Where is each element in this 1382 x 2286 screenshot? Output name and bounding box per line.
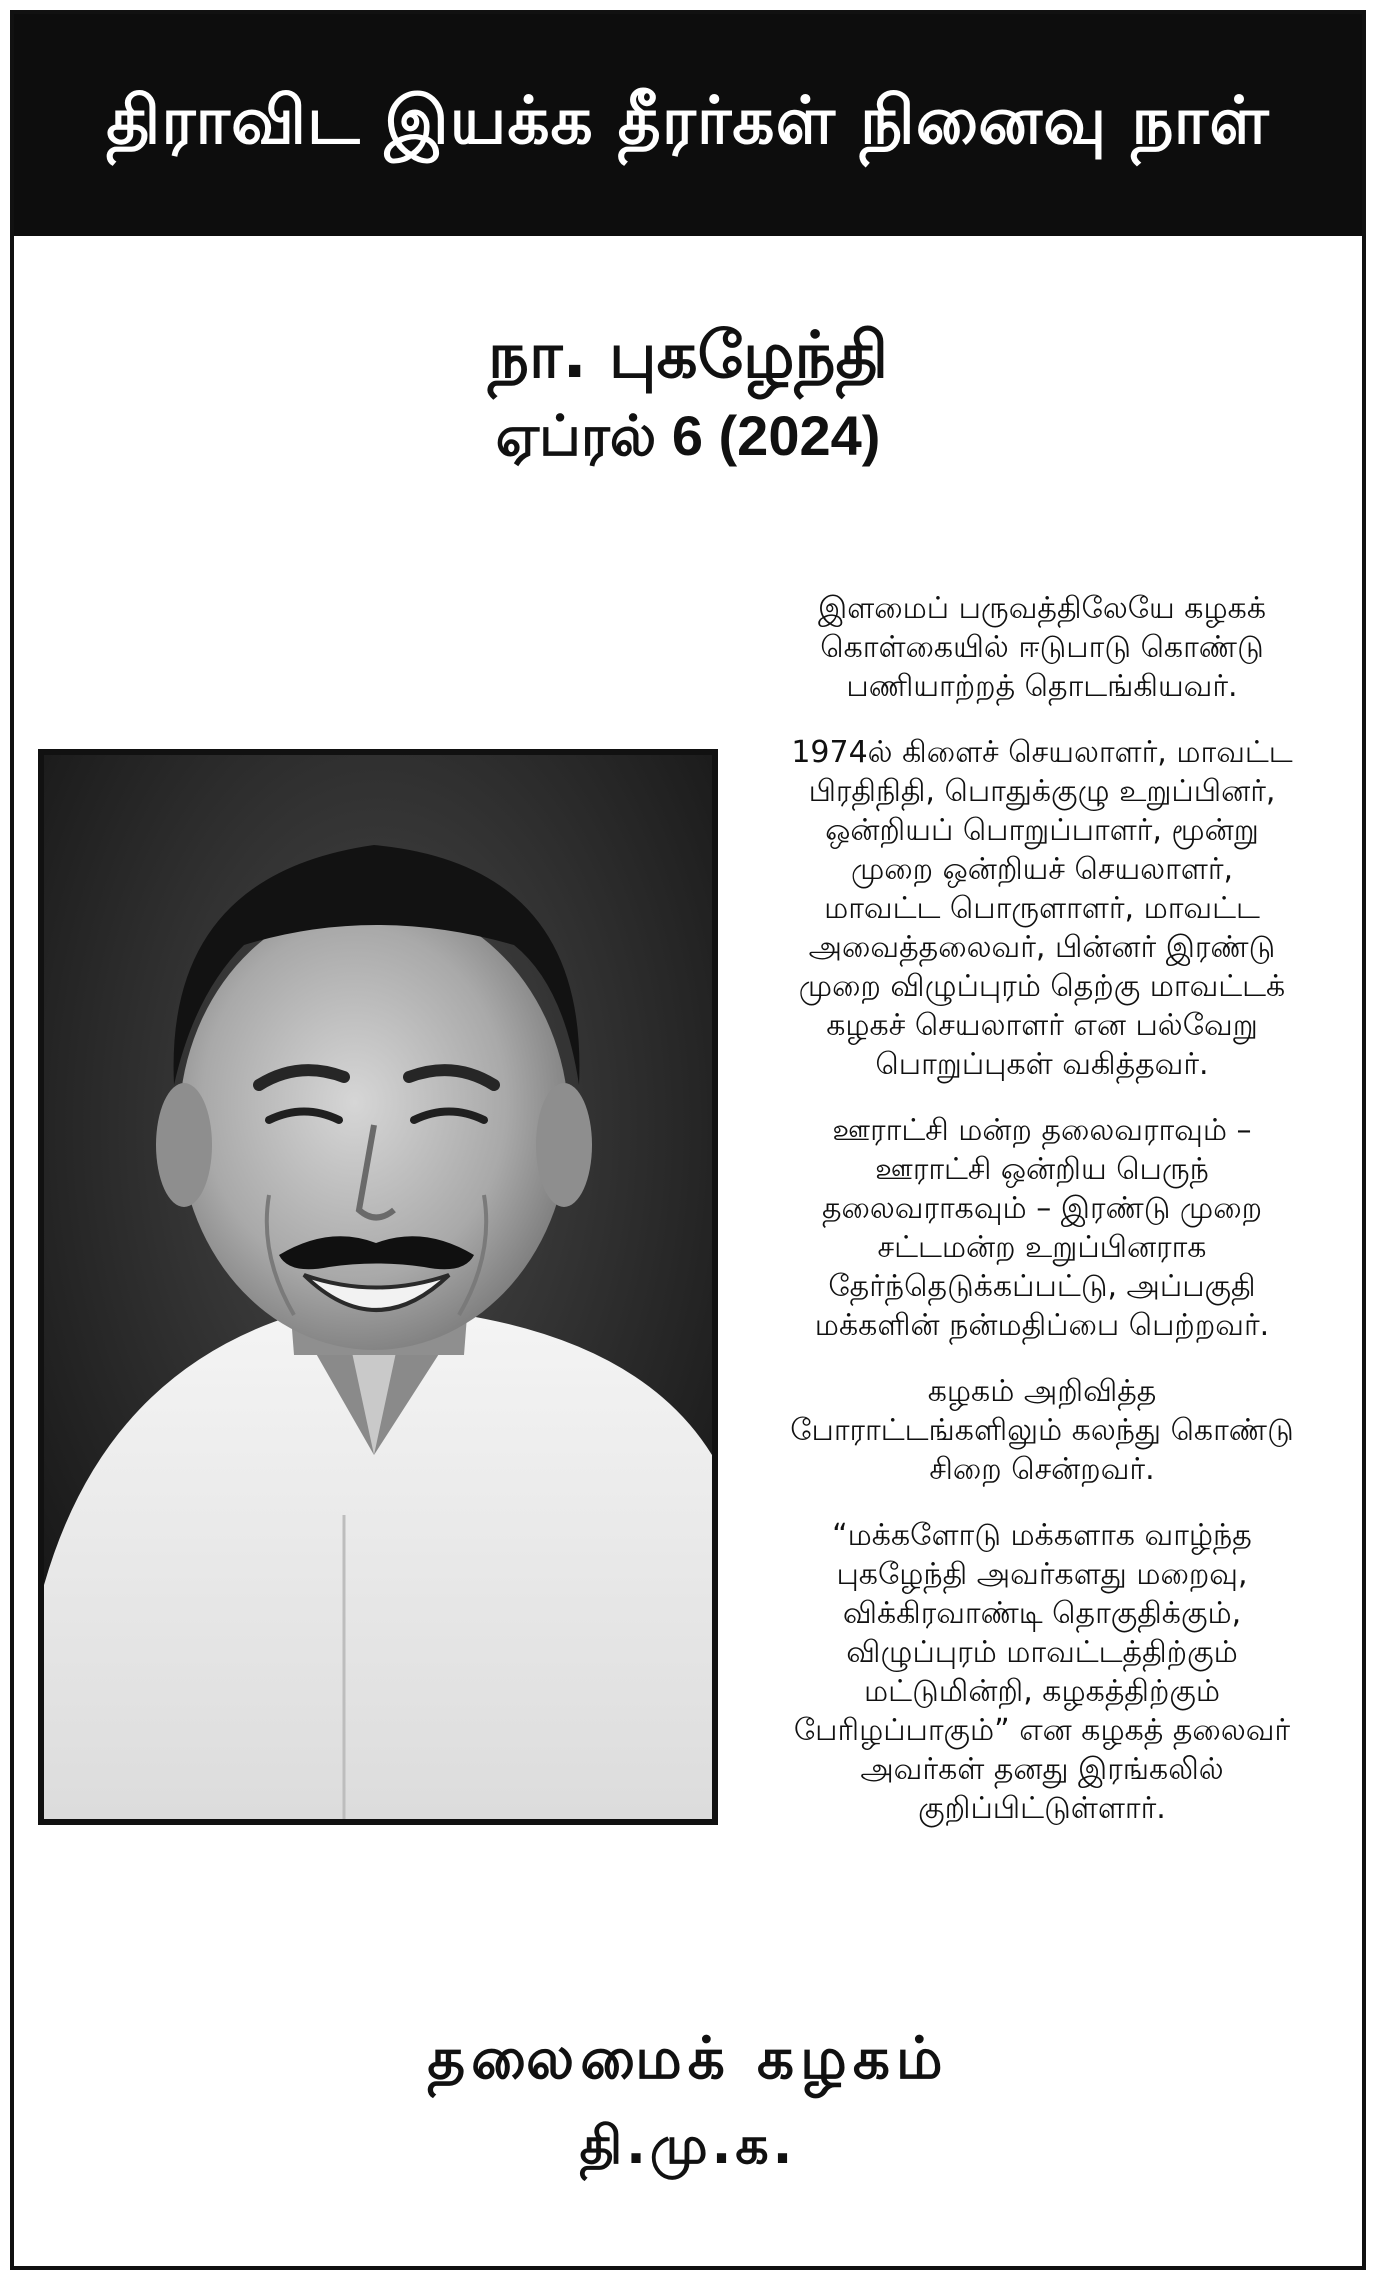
bio-line: குறிப்பிட்டுள்ளார்.: [918, 1791, 1166, 1826]
bio-line: அவர்கள் தனது இரங்கலில்: [860, 1752, 1224, 1787]
person-heading: [14, 314, 1362, 474]
bio-line: ஒன்றியப் பொறுப்பாளர், மூன்று: [825, 813, 1259, 848]
bio-paragraph: [724, 733, 1360, 1084]
bio-line: போராட்டங்களிலும் கலந்து கொண்டு: [790, 1413, 1294, 1448]
bio-line: முறை ஒன்றியச் செயலாளர்,: [850, 852, 1234, 887]
footer-organization: தலைமைக் கழகம்: [427, 2024, 949, 2092]
bio-line: மாவட்ட பொருளாளர், மாவட்ட: [824, 891, 1260, 926]
bio-line: பிரதிநிதி, பொதுக்குழு உறுப்பினர்,: [808, 774, 1276, 809]
bio-line: முறை விழுப்புரம் தெற்கு மாவட்டக்: [798, 969, 1286, 1004]
bio-line: பொறுப்புகள் வகித்தவர்.: [875, 1047, 1209, 1082]
bio-paragraph-quote: [724, 1516, 1360, 1828]
bio-line: கொள்கையில் ஈடுபாடு கொண்டு: [820, 630, 1264, 665]
bio-line: “மக்களோடு மக்களாக வாழ்ந்த: [832, 1518, 1252, 1553]
banner-title: திராவிட இயக்க தீரர்கள் நினைவு நாள்: [106, 82, 1270, 159]
bio-line: இளமைப் பருவத்திலேயே கழகக்: [817, 591, 1267, 626]
bio-line: மக்களின் நன்மதிப்பை பெற்றவர்.: [814, 1308, 1270, 1343]
bio-line: மட்டுமின்றி, கழகத்திற்கும்: [864, 1674, 1220, 1709]
bio-line: பணியாற்றத் தொடங்கியவர்.: [846, 669, 1238, 704]
bio-paragraph: [724, 1372, 1360, 1489]
bio-line: தலைவராகவும் – இரண்டு முறை: [821, 1191, 1263, 1226]
header-banner: [14, 14, 1362, 236]
memorial-date: ஏப்ரல் 6 (2024): [495, 404, 881, 467]
bio-line: அவைத்தலைவர், பின்னர் இரண்டு: [808, 930, 1276, 965]
bio-line: சிறை சென்றவர்.: [929, 1452, 1155, 1487]
bio-line: பேரிழப்பாகும்” என கழகத் தலைவர்: [793, 1713, 1291, 1748]
bio-line: கழகச் செயலாளர் என பல்வேறு: [826, 1008, 1258, 1043]
bio-line: 1974ல் கிளைச் செயலாளர், மாவட்ட: [791, 735, 1293, 770]
bio-paragraph: [724, 1111, 1360, 1345]
obituary-notice: [10, 10, 1366, 2270]
bio-line: புகழேந்தி அவர்களது மறைவு,: [836, 1557, 1248, 1592]
person-name: நா. புகழேந்தி: [487, 319, 889, 393]
bio-line: ஊராட்சி ஒன்றிய பெருந்: [875, 1152, 1209, 1187]
bio-line: ஊராட்சி மன்ற தலைவராவும் –: [832, 1113, 1252, 1148]
biography-text: [724, 589, 1360, 1855]
bio-line: கழகம் அறிவித்த: [927, 1374, 1157, 1409]
bio-line: சட்டமன்ற உறுப்பினராக: [877, 1230, 1207, 1265]
bio-line: தேர்ந்தெடுக்கப்பட்டு, அப்பகுதி: [828, 1269, 1256, 1304]
bio-line: விழுப்புரம் மாவட்டத்திற்கும்: [846, 1635, 1238, 1670]
footer-party-name: தி.மு.க.: [579, 2116, 797, 2176]
bio-paragraph: [724, 589, 1360, 706]
footer-signature: [14, 2014, 1362, 2190]
portrait-icon: [44, 755, 712, 1819]
portrait-photo: [38, 749, 718, 1825]
bio-line: விக்கிரவாண்டி தொகுதிக்கும்,: [842, 1596, 1242, 1631]
